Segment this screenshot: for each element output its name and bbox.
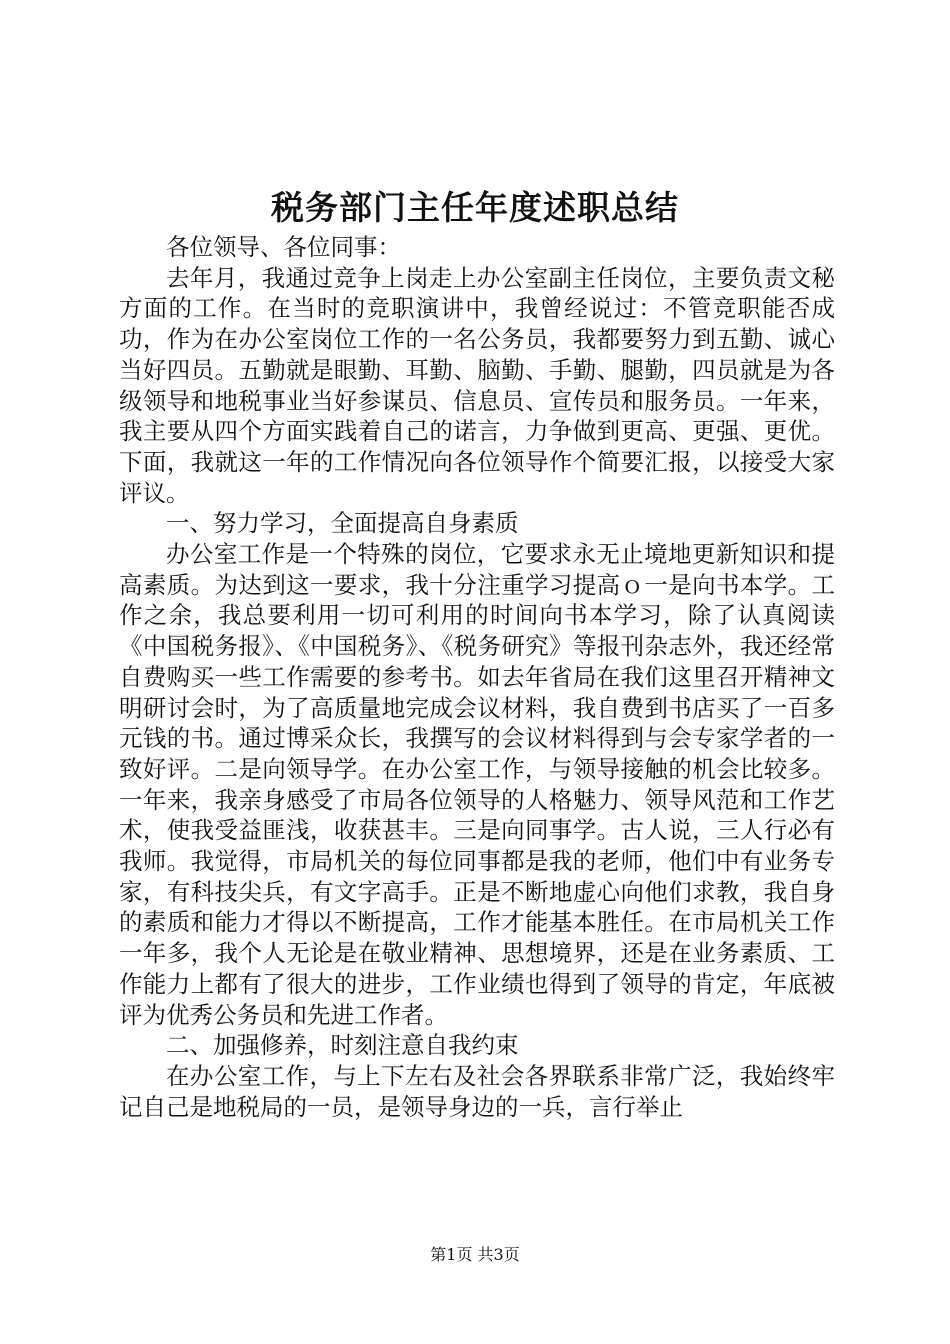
- document-body: [119, 232, 835, 1122]
- paragraph-section-1: 办公室工作是一个特殊的岗位，它要求永无止境地更新知识和提高素质。为达到这一要求，我十分注重学习提高ｏ一是向书本学。工作之余，我总要利用一切可利用的时间向书本学习，除了认真阅读《中国税务报》、《中国税务》、《税务研究》等报刊杂志外，我还经常自费购买一些工作需要的参考书。如去年省局在我们这里召开精神文明研讨会时，为了高质量地完成会议材料，我自费到书店买了一百多元钱的书。通过博采众长，我撰写的会议材料得到与会专家学者的一致好评。二是向领导学。在办公室工作，与领导接触的机会比较多。一年来，我亲身感受了市局各位领导的人格魅力、领导风范和工作艺术，使我受益匪浅，收获甚丰。三是向同事学。古人说，三人行必有我师。我觉得，市局机关的每位同事都是我的老师，他们中有业务专家，有科技尖兵，有文字高手。正是不断地虚心向他们求教，我自身的素质和能力才得以不断提高，工作才能基本胜任。在市局机关工作一年多，我个人无论是在敬业精神、思想境界，还是在业务素质、工作能力上都有了很大的进步，工作业绩也得到了领导的肯定，年底被评为优秀公务员和先进工作者。: [119, 540, 835, 1029]
- paragraph-intro: 去年月，我通过竞争上岗走上办公室副主任岗位，主要负责文秘方面的工作。在当时的竞职演讲中，我曾经说过：不管竞职能否成功，作为在办公室岗位工作的一名公务员，我都要努力到五勤、诚心当好四员。五勤就是眼勤、耳勤、脑勤、手勤、腿勤，四员就是为各级领导和地税事业当好参谋员、信息员、宣传员和服务员。一年来，我主要从四个方面实践着自己的诺言，力争做到更高、更强、更优。下面，我就这一年的工作情况向各位领导作个简要汇报，以接受大家评议。: [119, 263, 835, 507]
- section-heading-2: 二、加强修养，时刻注意自我约束: [166, 1031, 519, 1060]
- section-heading-1: 一、努力学习，全面提高自身素质: [166, 509, 519, 538]
- document-title: 税务部门主任年度述职总结: [271, 188, 679, 227]
- salutation: 各位领导、各位同事：: [166, 233, 401, 261]
- page-number-footer: 第1页 共3页: [430, 1245, 520, 1264]
- paragraph-section-2: 在办公室工作，与上下左右及社会各界联系非常广泛，我始终牢记自己是地税局的一员，是领导身边的一兵，言行举止: [119, 1061, 835, 1121]
